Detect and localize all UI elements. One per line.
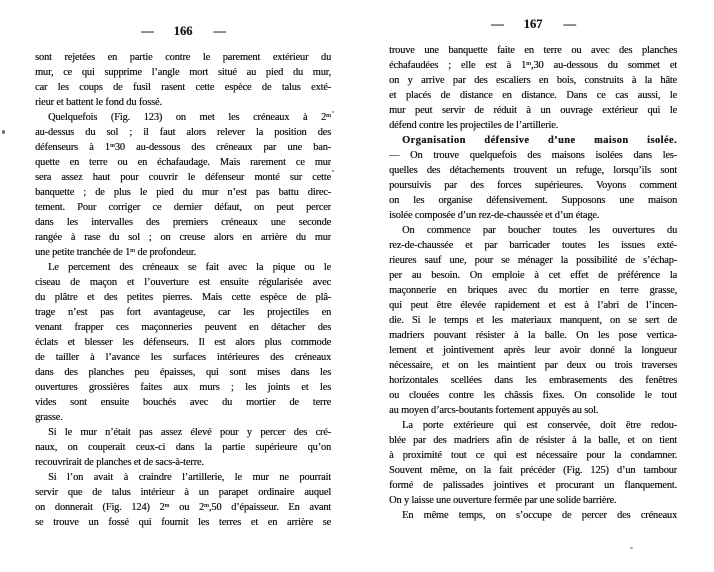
text-line: à proximité tout ce qui est nécessaire pour la condamner. xyxy=(389,450,677,461)
text-line: trouve une banquette faite en terre ou avec des planches xyxy=(389,45,677,56)
text-line: ciseau de maçon et l’ouverture est ensuite régularisée avec xyxy=(35,277,331,288)
text-line: Si l’on avait à craindre l’artillerie, le mur ne pourrait xyxy=(48,472,331,483)
text-line: Si le mur n’était pas assez élevé pour y percer des cré- xyxy=(48,427,331,438)
text-line: La porte extérieure qui est conservée, doit être redou- xyxy=(402,420,677,431)
text-line: naux, on couperait ceux-ci dans la partie supérieure qu’on xyxy=(35,442,331,453)
text-line: nécessaire, et on les maintient par deux ou trois traverses xyxy=(389,360,677,371)
text-line: — On trouve quelquefois des maisons isolées dans les- xyxy=(389,150,677,161)
text-line: au-dessus du sol ; il faut alors relever la position des xyxy=(35,127,331,138)
text-line: on les organise défensivement. Supposons une maison xyxy=(389,195,677,206)
text-line: blée par des madriers afin de résister à la balle, et on tient xyxy=(389,435,677,446)
scan-speck xyxy=(630,547,633,549)
text-line: isolée composée d’un rez-de-chaussée et d’un étage. xyxy=(389,210,600,221)
text-line: On commence par boucher toutes les ouvertures du xyxy=(402,225,677,236)
text-line: qui peut être élevée rapidement et est à l’abri de l’incen- xyxy=(389,300,677,311)
header-dash-right: — xyxy=(563,17,575,31)
page-166 xyxy=(35,24,331,530)
text-line: trage n’est pas fort avantageuse, car les projectiles en xyxy=(35,307,331,318)
scan-speck xyxy=(332,170,334,172)
page-167 xyxy=(389,17,677,523)
header-dash-left: — xyxy=(491,17,503,31)
text-line: Souvent même, on la fait précéder (Fig. 125) d’un tambour xyxy=(389,465,677,476)
text-line: une petite tranchée de 1ᵐ de profondeur. xyxy=(35,247,196,258)
text-line: banquette ; de plus le pied du mur n’est pas battu direc- xyxy=(35,187,331,198)
scan-speck xyxy=(2,130,5,134)
text-line: rieur et battent le fond du fossé. xyxy=(35,97,162,108)
page-body xyxy=(389,43,677,523)
text-line: éclats et blesser les défenseurs. Il est alors plus commode xyxy=(35,337,331,348)
text-line: sera assez haut pour couvrir le défenseur monté sur cette xyxy=(35,172,331,183)
header-dash-left: — xyxy=(141,24,153,38)
text-line: per au besoin. On emploie à cet effet de préférence la xyxy=(389,270,677,281)
text-line: formé de palissades jointives et procurant un flanquement. xyxy=(389,480,677,491)
text-line: madriers pouvant résister à la balle. On les pose vertica- xyxy=(389,330,677,341)
text-line: défend contre les projectiles de l’artillerie. xyxy=(389,120,559,131)
text-line: ouvertures grossières faites aux murs ; les joints et les xyxy=(35,382,331,393)
text-line: lement et jointivement après leur avoir donné la longueur xyxy=(389,345,677,356)
text-line: du plâtre et des petites pierres. Mais cette espèce de plâ- xyxy=(35,292,331,303)
text-line: poursuivis par des forces supérieures. Voyons comment xyxy=(389,180,677,191)
text-line: Quelquefois (Fig. 123) on met les créneaux à 2ᵐ xyxy=(48,112,331,123)
text-line: horizontales scellées dans les embrasements des fenêtres xyxy=(389,375,677,386)
page-number: 167 xyxy=(523,17,543,31)
text-line: grasse. xyxy=(35,412,63,423)
text-line: vides sont ensuite bouchés avec du mortier de terre xyxy=(35,397,331,408)
page-body xyxy=(35,50,331,530)
text-line: die. Si le temps et les materiaux manquent, on se sert de xyxy=(389,315,677,326)
text-line: car les coups de fusil rasent cette espèce de talus exté- xyxy=(35,82,331,93)
text-line: tement. Pour corriger ce dernier défaut, on peut percer xyxy=(35,202,331,213)
text-line: défenseurs à 1ᵐ30 au-dessous des créneaux par une ban- xyxy=(35,142,331,153)
text-line: dans les intervalles des premiers créneaux une seconde xyxy=(35,217,331,228)
text-line: dans des planches peu épaisses, qui sont mises dans les xyxy=(35,367,331,378)
text-line: quette en terre ou en échafaudage. Mais rarement ce mur xyxy=(35,157,331,168)
text-line: maçonnerie en briques avec du mortier en terre grasse, xyxy=(389,285,677,296)
text-line: mur, ce qui supprime l’angle mort situé au pied du mur, xyxy=(35,67,331,78)
header-dash-right: — xyxy=(213,24,225,38)
text-line: venant frapper ces maçonneries peuvent en détacher des xyxy=(35,322,331,333)
text-line: et placés de distance en distance. Dans ce cas aussi, le xyxy=(389,90,677,101)
text-line: recouvrirait de planches et de sacs-à-terre. xyxy=(35,457,204,468)
text-line: on donnerait (Fig. 124) 2ᵐ ou 2ᵐ,50 d’épaisseur. En avant xyxy=(35,502,331,513)
text-line: Le percement des créneaux se fait avec la pique ou le xyxy=(48,262,331,273)
text-line: rieures sauf une, pour se ménager la possibilité de s’échap- xyxy=(389,255,677,266)
text-line: au moyen d’arcs-boutants fortement appuyés au sol. xyxy=(389,405,599,416)
text-line: échafaudées ; elle est à 1ᵐ,30 au-dessous du sommet et xyxy=(389,60,677,71)
text-line: ou clouées contre les châssis fixes. On consolide le tout xyxy=(389,390,677,401)
text-line: on y arrive par des escaliers en bois, construits à la hâte xyxy=(389,75,677,86)
text-line: En même temps, on s’occupe de percer des créneaux xyxy=(402,510,677,521)
scan-speck xyxy=(332,111,334,113)
section-heading-line: Organisation défensive d’une maison isolée. xyxy=(402,135,677,146)
text-line: rez-de-chaussée et par barricader toutes les issues exté- xyxy=(389,240,677,251)
text-line: mur peut servir de réduit à un ouvrage extérieur qui le xyxy=(389,105,677,116)
page-header xyxy=(389,17,677,31)
page-number: 166 xyxy=(173,24,193,38)
page-header xyxy=(35,24,331,38)
text-line: de tailler à l’avance les surfaces intérieures des créneaux xyxy=(35,352,331,363)
text-line: sont rejetées en partie contre le parement extérieur du xyxy=(35,52,331,63)
text-line: servir que de talus intérieur à un parapet ordinaire auquel xyxy=(35,487,331,498)
text-line: quelles des détachements trouvent un refuge, lorsqu’ils sont xyxy=(389,165,677,176)
text-line: On y laisse une ouverture fermée par une solide barrière. xyxy=(389,495,617,506)
text-line: rangée à rase du sol ; on creuse alors en arrière du mur xyxy=(35,232,331,243)
text-line: se trouve un fossé qui fournit les terres et en arrière se xyxy=(35,517,331,528)
